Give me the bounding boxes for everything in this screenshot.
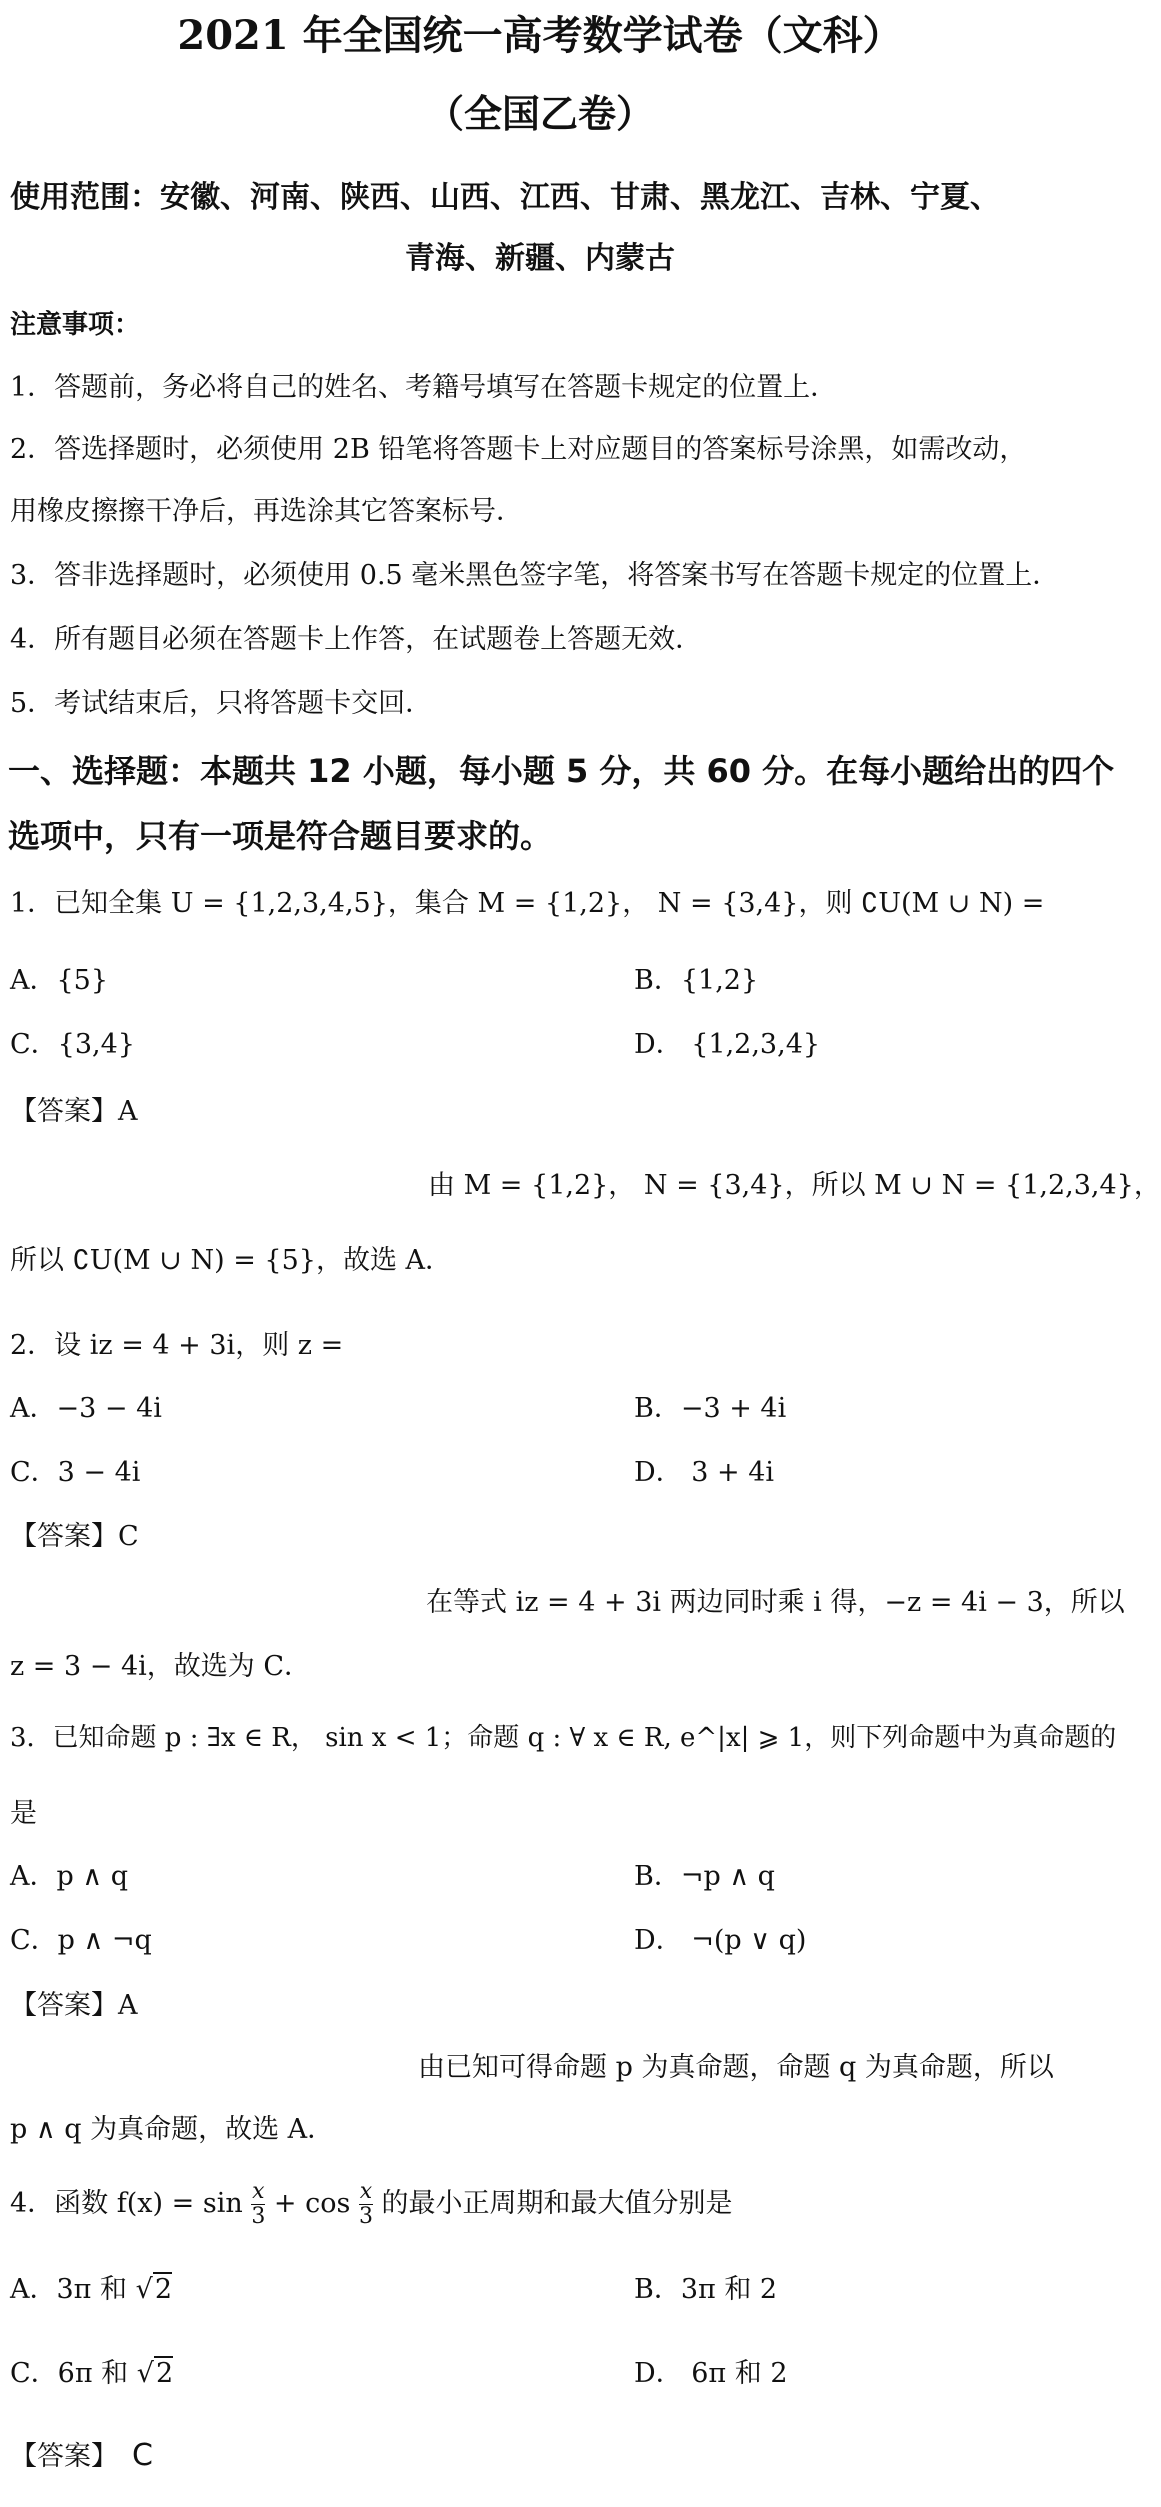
question-1-explain-line-2: 所以 ∁U(M ∪ N) = {5}，故选 A． — [10, 1245, 453, 1276]
question-4-stem-pre: 4．函数 f(x) = sin — [10, 2188, 243, 2220]
question-3-stem: 3．已知命题 p : ∃x ∈ R， sin x < 1；命题 q : ∀ x ∈ R, e^|x| ⩾ 1，则下列命题中为真命题的 — [10, 1723, 1117, 1753]
question-3-option-b: B．¬p ∧ q — [634, 1861, 775, 1892]
question-3-answer — [10, 1990, 138, 2022]
question-1-option-b: B．{1,2} — [634, 965, 759, 996]
question-4-answer — [10, 2438, 153, 2474]
question-3-explain-line-2: p ∧ q 为真命题，故选 A． — [10, 2114, 335, 2145]
note-item: 4．所有题目必须在答题卡上作答，在试题卷上答题无效． — [10, 624, 703, 655]
question-3-stem-cont: 是 — [10, 1798, 37, 1829]
exam-title: 2021 年全国统一高考数学试卷（文科） — [177, 12, 903, 59]
section-heading-line-2: 选项中，只有一项是符合题目要求的。 — [8, 817, 553, 855]
question-2-option-d: D． 3 + 4i — [634, 1457, 775, 1488]
answer-label: 【答案】 — [10, 2441, 118, 2472]
fraction-x-over-3: $\frac{x}{3}$ — [251, 2179, 266, 2230]
question-4-stem-mid: + cos — [273, 2188, 351, 2220]
answer-value: C — [132, 2438, 153, 2473]
question-3-option-d: D． ¬(p ∨ q) — [634, 1925, 807, 1956]
question-3-explain-line-1: 由已知可得命题 p 为真命题，命题 q 为真命题，所以 — [418, 2052, 1054, 2083]
answer-value: A — [118, 1990, 138, 2021]
question-4-stem-post: 的最小正周期和最大值分别是 — [381, 2188, 733, 2220]
question-3-option-c: C．p ∧ ¬q — [10, 1925, 152, 1956]
question-1-stem: 1．已知全集 U = {1,2,3,4,5}，集合 M = {1,2}， N = {3,4}，则 ∁U(M ∪ N) = — [10, 888, 1045, 919]
note-item: 用橡皮擦擦干净后，再选涂其它答案标号． — [10, 496, 523, 527]
scope-line-2: 青海、新疆、内蒙古 — [405, 241, 675, 276]
question-2-option-c: C．3 − 4i — [10, 1457, 141, 1488]
answer-value: A — [118, 1096, 138, 1127]
question-2-option-b: B．−3 + 4i — [634, 1393, 787, 1424]
note-item: 2．答选择题时，必须使用 2B 铅笔将答题卡上对应题目的答案标号涂黑，如需改动， — [10, 434, 1027, 465]
notes-heading: 注意事项： — [10, 310, 141, 340]
question-1-explain-line-1: 由 M = {1,2}， N = {3,4}，所以 M ∪ N = {1,2,3,4}， — [428, 1170, 1161, 1201]
answer-value: C — [118, 1521, 139, 1552]
note-item: 3．答非选择题时，必须使用 0.5 毫米黑色签字笔，将答案书写在答题卡规定的位置上． — [10, 560, 1060, 591]
sqrt-2: √2 — [135, 2274, 173, 2305]
question-4-option-b: B．3π 和 2 — [634, 2274, 778, 2305]
question-2-stem: 2．设 iz = 4 + 3i，则 z = — [10, 1330, 344, 1361]
question-2-option-a: A．−3 − 4i — [10, 1393, 162, 1424]
question-3-option-a: A．p ∧ q — [10, 1861, 128, 1892]
exam-subtitle: （全国乙卷） — [425, 92, 654, 136]
question-1-answer — [10, 1096, 138, 1128]
section-heading-line-1: 一、选择题：本题共 12 小题，每小题 5 分，共 60 分。在每小题给出的四个 — [8, 752, 1115, 790]
question-4-stem — [10, 2180, 733, 2229]
question-1-option-a: A．{5} — [10, 965, 109, 996]
question-2-explain-line-1: 在等式 iz = 4 + 3i 两边同时乘 i 得，−z = 4i − 3，所以 — [426, 1587, 1125, 1618]
answer-label: 【答案】 — [10, 1990, 118, 2021]
sqrt-2: √2 — [136, 2358, 174, 2389]
question-1-option-d: D． {1,2,3,4} — [634, 1029, 821, 1060]
note-item: 5．考试结束后，只将答题卡交回． — [10, 688, 433, 719]
question-4-option-d: D． 6π 和 2 — [634, 2358, 788, 2389]
question-2-answer — [10, 1521, 139, 1553]
scope-line-1: 使用范围：安徽、河南、陕西、山西、江西、甘肃、黑龙江、吉林、宁夏、 — [10, 180, 1000, 215]
fraction-x-over-3: $\frac{x}{3}$ — [358, 2179, 373, 2230]
question-1-option-c: C．{3,4} — [10, 1029, 135, 1060]
answer-label: 【答案】 — [10, 1096, 118, 1127]
question-4-option-a: A．3π 和 √2 — [10, 2274, 173, 2305]
question-4-option-c: C．6π 和 √2 — [10, 2358, 174, 2389]
answer-label: 【答案】 — [10, 1521, 118, 1552]
note-item: 1．答题前，务必将自己的姓名、考籍号填写在答题卡规定的位置上． — [10, 372, 838, 403]
question-2-explain-line-2: z = 3 − 4i，故选为 C． — [10, 1651, 312, 1682]
